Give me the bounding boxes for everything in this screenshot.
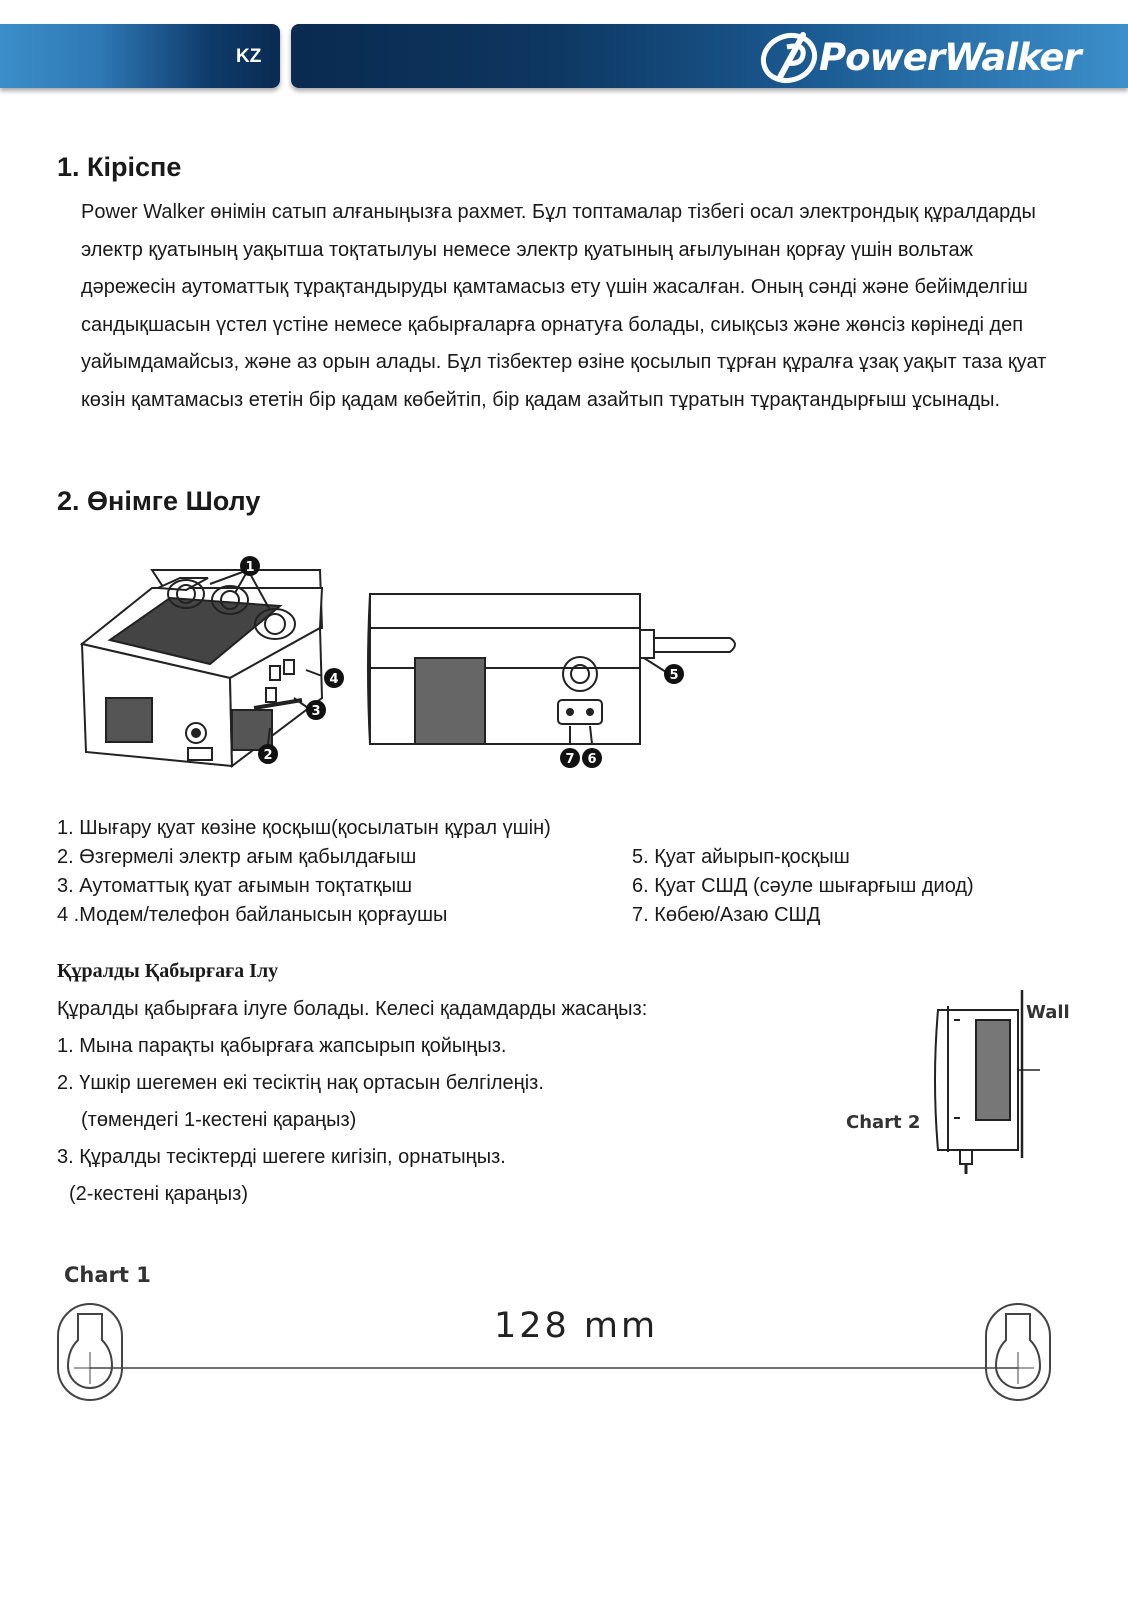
overview-title: 2. Өнімге Шолу [57,486,261,516]
component-item-6: 6. Қуат СШД (сәуле шығарғыш диод) [632,875,974,897]
chart-1-label: Chart 1 [64,1263,151,1287]
component-item-5: 5. Қуат айырып-қосқыш [632,846,850,868]
callout-5-label: 5 [669,668,679,683]
wall-mount-intro: Құралды қабырғаға ілуге болады. Келесі қадамдарды жасаңыз: [57,998,648,1020]
callout-1-label: 1 [245,560,255,575]
component-item-1: 1. Шығару қуат көзіне қосқыш(қосылатын құрал үшін) [57,817,551,839]
callout-3-label: 3 [311,704,321,719]
wall-mount-figure [930,990,1040,1175]
language-code: KZ [236,46,262,67]
callout-4-label: 4 [329,672,339,687]
chart-1-distance: 128 mm [494,1306,659,1346]
component-item-3: 3. Аутоматтық қуат ағымын тоқтатқыш [57,875,413,897]
intro-paragraph: Power Walker өнімін сатып алғаныңызға рахмет. Бұл топтамалар тізбегі осал электрондық құралдарды электр қуатының уақытша тоқтатылуы немесе электр қуатының ағылуынан қорғау үшін вольтаж дәрежесін аутоматтық тұрақтандыруды қамтамасыз ету үшін жасалған. Оның сәнді және бейімделгіш сандықшасын үстел үстіне немесе қабырғаларға орнатуға болады, сиықсыз және жөнсіз көрінеді деп уайымдамайсыз, және аз орын алады. Бұл тізбектер өзіне қосылып тұрған құралға ұзақ уақыт таза қуат көзін қамтамасыз ететін бір қадам көбейтіп, бір қадам азайтып тұратын тұрақтандырғыш ұсынады. [81,201,1047,411]
callout-7-label: 7 [565,752,575,767]
powerwalker-logo [757,29,1107,85]
product-overview-figure [70,548,760,778]
component-item-7: 7. Көбею/Азаю СШД [632,904,821,926]
component-item-2: 2. Өзгермелі электр ағым қабылдағыш [57,846,417,868]
wall-mount-step-3: 3. Құралды тесіктерді шегеге кигізіп, орнатыңыз. [57,1146,506,1168]
callout-2-label: 2 [263,748,273,763]
wall-mount-step-1: 1. Мына парақты қабырғаға жапсырып қойыңыз. [57,1035,507,1057]
wall-mount-step-3-note: (2-кестені қараңыз) [69,1183,249,1205]
callout-6-label: 6 [587,752,597,767]
intro-title: 1. Кіріспе [57,152,182,182]
chart-2-label: Chart 2 [846,1112,921,1133]
wall-mount-title: Құралды Қабырғаға Ілу [57,960,279,982]
logo-swoosh-icon [757,29,827,85]
brand-name: PowerWalker [819,36,1081,79]
wall-label: Wall [1026,1002,1070,1023]
wall-mount-step-2-note: (төмендегі 1-кестені қараңыз) [81,1109,357,1131]
wall-mount-step-2: 2. Үшкір шегемен екі тесіктің нақ ортасын белгілеңіз. [57,1072,544,1094]
component-item-4: 4 .Модем/телефон байланысын қорғаушы [57,904,448,926]
header-bar-left [0,24,280,88]
